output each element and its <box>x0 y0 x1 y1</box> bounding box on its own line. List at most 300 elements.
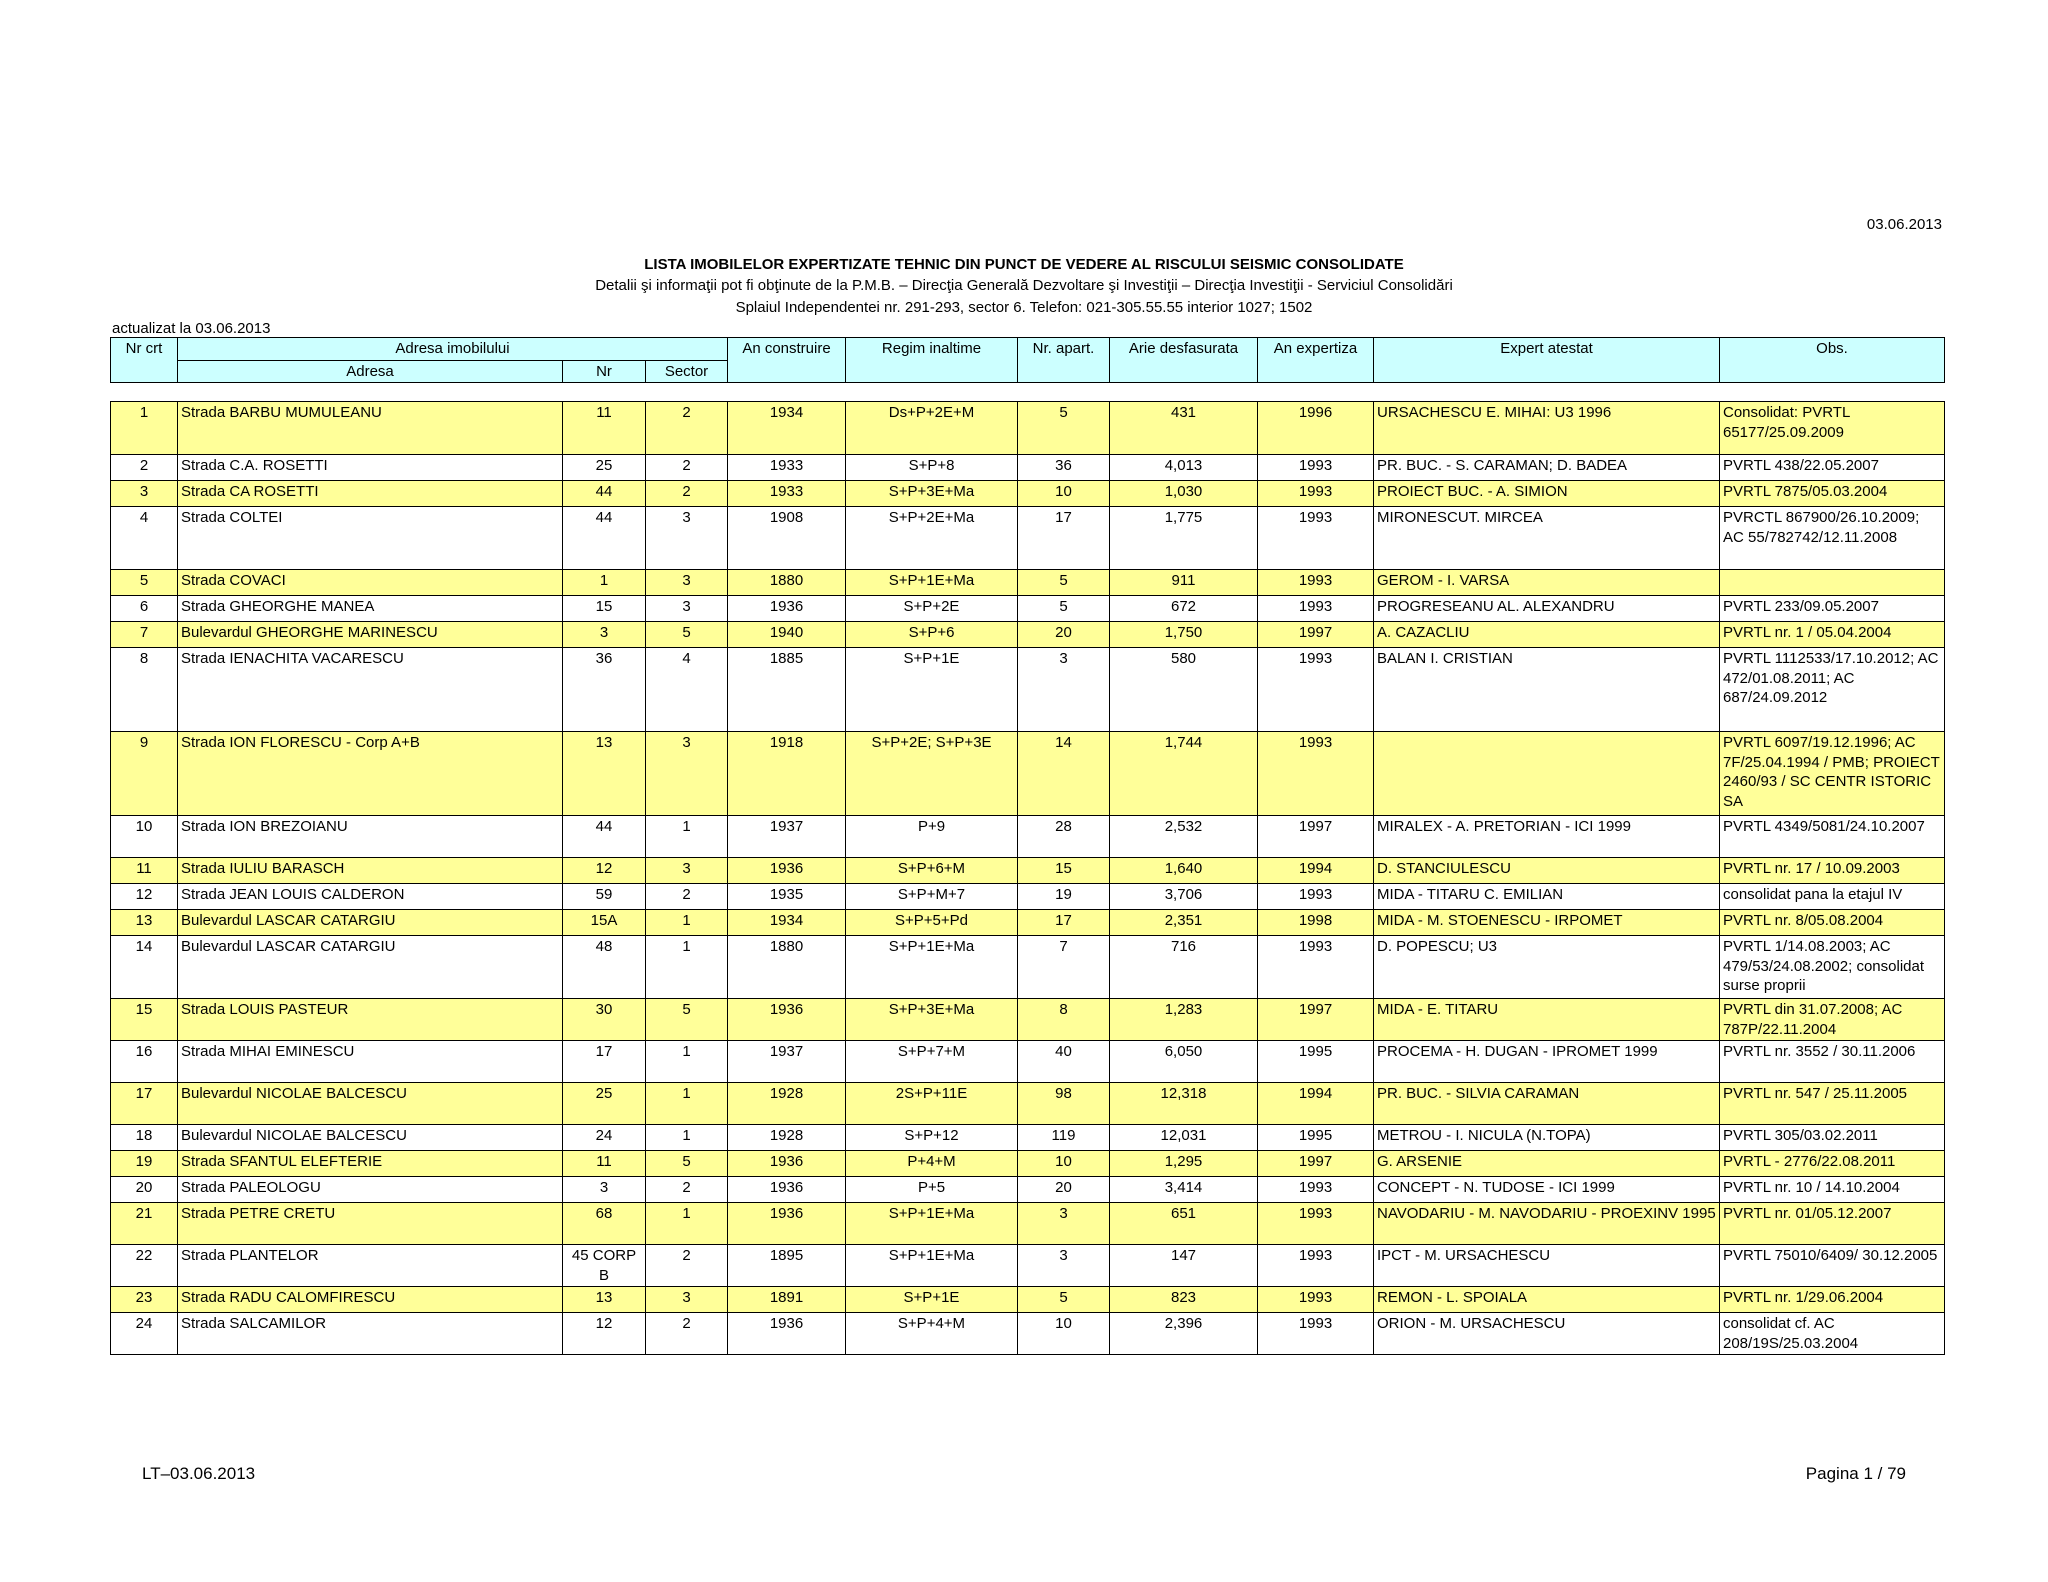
row-adresa: Bulevardul NICOLAE BALCESCU <box>178 1083 563 1125</box>
row-nr-apart: 7 <box>1018 936 1110 999</box>
row-expert: MIDA - TITARU C. EMILIAN <box>1374 884 1720 910</box>
row-adresa: Strada IENACHITA VACARESCU <box>178 648 563 732</box>
row-an-construire: 1933 <box>728 455 846 481</box>
row-arie: 651 <box>1110 1203 1258 1245</box>
row-obs: PVRTL 7875/05.03.2004 <box>1720 481 1945 507</box>
row-nr-apart: 10 <box>1018 1313 1110 1355</box>
row-sector: 1 <box>646 1083 728 1125</box>
row-adresa: Strada PETRE CRETU <box>178 1203 563 1245</box>
row-obs: PVRTL 305/03.02.2011 <box>1720 1125 1945 1151</box>
row-nr-crt: 7 <box>111 622 178 648</box>
row-nr: 1 <box>563 570 646 596</box>
row-adresa: Bulevardul LASCAR CATARGIU <box>178 936 563 999</box>
table-row <box>111 648 1945 732</box>
row-an-expertiza: 1993 <box>1258 481 1374 507</box>
row-obs: PVRTL nr. 547 / 25.11.2005 <box>1720 1083 1945 1125</box>
row-nr: 44 <box>563 507 646 570</box>
row-arie: 1,295 <box>1110 1151 1258 1177</box>
table-row <box>111 910 1945 936</box>
row-nr-apart: 10 <box>1018 1151 1110 1177</box>
table-row <box>111 1151 1945 1177</box>
row-expert: A. CAZACLIU <box>1374 622 1720 648</box>
row-arie: 12,318 <box>1110 1083 1258 1125</box>
row-nr-crt: 17 <box>111 1083 178 1125</box>
row-sector: 1 <box>646 1125 728 1151</box>
row-obs: PVRTL nr. 10 / 14.10.2004 <box>1720 1177 1945 1203</box>
row-sector: 5 <box>646 1151 728 1177</box>
row-an-construire: 1928 <box>728 1083 846 1125</box>
row-sector: 3 <box>646 858 728 884</box>
row-obs: PVRTL nr. 1 / 05.04.2004 <box>1720 622 1945 648</box>
row-nr-crt: 5 <box>111 570 178 596</box>
row-an-expertiza: 1993 <box>1258 596 1374 622</box>
row-regim-inaltime: 2S+P+11E <box>846 1083 1018 1125</box>
row-regim-inaltime: P+5 <box>846 1177 1018 1203</box>
row-an-expertiza: 1993 <box>1258 884 1374 910</box>
row-regim-inaltime: S+P+4+M <box>846 1313 1018 1355</box>
row-obs: PVRTL nr. 1/29.06.2004 <box>1720 1287 1945 1313</box>
header-regim-inaltime: Regim inaltime <box>846 338 1018 383</box>
row-an-expertiza: 1993 <box>1258 936 1374 999</box>
row-nr: 25 <box>563 1083 646 1125</box>
row-obs: PVRTL nr. 01/05.12.2007 <box>1720 1203 1945 1245</box>
row-obs: PVRCTL 867900/26.10.2009; AC 55/782742/12.11.2008 <box>1720 507 1945 570</box>
row-an-expertiza: 1993 <box>1258 1177 1374 1203</box>
table-row <box>111 481 1945 507</box>
row-arie: 2,351 <box>1110 910 1258 936</box>
row-an-construire: 1918 <box>728 732 846 816</box>
row-an-construire: 1891 <box>728 1287 846 1313</box>
row-nr: 59 <box>563 884 646 910</box>
table-row <box>111 455 1945 481</box>
row-an-expertiza: 1993 <box>1258 648 1374 732</box>
table-row <box>111 1287 1945 1313</box>
row-adresa: Bulevardul LASCAR CATARGIU <box>178 910 563 936</box>
row-expert: MIRALEX - A. PRETORIAN - ICI 1999 <box>1374 816 1720 858</box>
row-nr-crt: 13 <box>111 910 178 936</box>
row-nr-apart: 28 <box>1018 816 1110 858</box>
row-nr: 17 <box>563 1041 646 1083</box>
row-an-construire: 1936 <box>728 858 846 884</box>
table-row <box>111 402 1945 455</box>
row-an-construire: 1936 <box>728 999 846 1041</box>
row-nr: 13 <box>563 1287 646 1313</box>
row-regim-inaltime: S+P+1E <box>846 648 1018 732</box>
row-sector: 3 <box>646 732 728 816</box>
table-row <box>111 622 1945 648</box>
row-nr-crt: 20 <box>111 1177 178 1203</box>
row-nr: 68 <box>563 1203 646 1245</box>
row-nr-apart: 40 <box>1018 1041 1110 1083</box>
table-row <box>111 1083 1945 1125</box>
row-nr-apart: 3 <box>1018 1203 1110 1245</box>
table-row <box>111 1041 1945 1083</box>
row-obs: Consolidat: PVRTL 65177/25.09.2009 <box>1720 402 1945 455</box>
row-adresa: Strada COVACI <box>178 570 563 596</box>
row-expert: IPCT - M. URSACHESCU <box>1374 1245 1720 1287</box>
row-an-construire: 1934 <box>728 910 846 936</box>
row-nr: 11 <box>563 1151 646 1177</box>
row-nr: 3 <box>563 1177 646 1203</box>
row-sector: 1 <box>646 1041 728 1083</box>
row-arie: 12,031 <box>1110 1125 1258 1151</box>
row-regim-inaltime: S+P+1E+Ma <box>846 1245 1018 1287</box>
row-nr-crt: 24 <box>111 1313 178 1355</box>
row-nr-crt: 14 <box>111 936 178 999</box>
row-regim-inaltime: S+P+3E+Ma <box>846 481 1018 507</box>
row-expert: PROIECT BUC. - A. SIMION <box>1374 481 1720 507</box>
row-arie: 147 <box>1110 1245 1258 1287</box>
row-expert: MIDA - E. TITARU <box>1374 999 1720 1041</box>
row-nr-apart: 119 <box>1018 1125 1110 1151</box>
row-expert: CONCEPT - N. TUDOSE - ICI 1999 <box>1374 1177 1720 1203</box>
row-an-construire: 1936 <box>728 1177 846 1203</box>
row-nr: 13 <box>563 732 646 816</box>
table-header <box>110 337 1945 383</box>
table-row <box>111 507 1945 570</box>
row-nr-crt: 18 <box>111 1125 178 1151</box>
row-an-construire: 1880 <box>728 570 846 596</box>
document-date: 03.06.2013 <box>1866 216 1942 233</box>
header-sector: Sector <box>646 360 728 383</box>
row-adresa: Strada LOUIS PASTEUR <box>178 999 563 1041</box>
row-an-construire: 1936 <box>728 1203 846 1245</box>
row-regim-inaltime: S+P+1E <box>846 1287 1018 1313</box>
row-regim-inaltime: S+P+12 <box>846 1125 1018 1151</box>
row-expert: ORION - M. URSACHESCU <box>1374 1313 1720 1355</box>
row-an-construire: 1940 <box>728 622 846 648</box>
page-number: Pagina 1 / 79 <box>1805 1464 1906 1483</box>
row-an-expertiza: 1993 <box>1258 455 1374 481</box>
row-expert: URSACHESCU E. MIHAI: U3 1996 <box>1374 402 1720 455</box>
table-row <box>111 570 1945 596</box>
row-an-construire: 1936 <box>728 1151 846 1177</box>
row-adresa: Bulevardul NICOLAE BALCESCU <box>178 1125 563 1151</box>
row-an-expertiza: 1994 <box>1258 858 1374 884</box>
row-regim-inaltime: S+P+7+M <box>846 1041 1018 1083</box>
row-an-construire: 1895 <box>728 1245 846 1287</box>
row-expert: D. STANCIULESCU <box>1374 858 1720 884</box>
footer-code: LT–03.06.2013 <box>142 1464 256 1483</box>
row-expert: GEROM - I. VARSA <box>1374 570 1720 596</box>
row-expert: MIRONESCUT. MIRCEA <box>1374 507 1720 570</box>
row-an-expertiza: 1997 <box>1258 999 1374 1041</box>
row-nr-crt: 4 <box>111 507 178 570</box>
row-sector: 2 <box>646 1313 728 1355</box>
row-nr-crt: 11 <box>111 858 178 884</box>
row-regim-inaltime: S+P+6 <box>846 622 1018 648</box>
row-nr-apart: 3 <box>1018 1245 1110 1287</box>
row-an-construire: 1880 <box>728 936 846 999</box>
row-an-construire: 1937 <box>728 1041 846 1083</box>
row-expert: D. POPESCU; U3 <box>1374 936 1720 999</box>
row-regim-inaltime: P+4+M <box>846 1151 1018 1177</box>
row-arie: 6,050 <box>1110 1041 1258 1083</box>
row-nr: 12 <box>563 1313 646 1355</box>
row-nr-apart: 3 <box>1018 648 1110 732</box>
row-nr-apart: 17 <box>1018 910 1110 936</box>
row-nr: 24 <box>563 1125 646 1151</box>
row-nr-crt: 12 <box>111 884 178 910</box>
row-nr: 44 <box>563 481 646 507</box>
row-nr-apart: 5 <box>1018 570 1110 596</box>
row-sector: 5 <box>646 622 728 648</box>
row-regim-inaltime: S+P+1E+Ma <box>846 1203 1018 1245</box>
row-expert: G. ARSENIE <box>1374 1151 1720 1177</box>
row-an-construire: 1936 <box>728 1313 846 1355</box>
table-row <box>111 884 1945 910</box>
row-expert: PROCEMA - H. DUGAN - IPROMET 1999 <box>1374 1041 1720 1083</box>
row-sector: 2 <box>646 1177 728 1203</box>
row-an-expertiza: 1998 <box>1258 910 1374 936</box>
row-arie: 431 <box>1110 402 1258 455</box>
row-arie: 2,396 <box>1110 1313 1258 1355</box>
row-an-construire: 1885 <box>728 648 846 732</box>
row-nr: 44 <box>563 816 646 858</box>
row-nr-apart: 10 <box>1018 481 1110 507</box>
row-obs: consolidat cf. AC 208/19S/25.03.2004 <box>1720 1313 1945 1355</box>
row-obs: PVRTL 1112533/17.10.2012; AC 472/01.08.2011; AC 687/24.09.2012 <box>1720 648 1945 732</box>
row-regim-inaltime: Ds+P+2E+M <box>846 402 1018 455</box>
row-obs: consolidat pana la etajul IV <box>1720 884 1945 910</box>
row-arie: 4,013 <box>1110 455 1258 481</box>
row-nr: 15 <box>563 596 646 622</box>
row-expert: PR. BUC. - SILVIA CARAMAN <box>1374 1083 1720 1125</box>
header-adresa-imobilului: Adresa imobilului <box>178 338 728 361</box>
row-adresa: Strada C.A. ROSETTI <box>178 455 563 481</box>
row-an-expertiza: 1993 <box>1258 1313 1374 1355</box>
table-row <box>111 999 1945 1041</box>
table-row <box>111 816 1945 858</box>
row-nr-crt: 6 <box>111 596 178 622</box>
row-adresa: Strada SFANTUL ELEFTERIE <box>178 1151 563 1177</box>
row-expert: METROU - I. NICULA (N.TOPA) <box>1374 1125 1720 1151</box>
row-obs: PVRTL 233/09.05.2007 <box>1720 596 1945 622</box>
row-nr-apart: 15 <box>1018 858 1110 884</box>
row-an-expertiza: 1994 <box>1258 1083 1374 1125</box>
row-sector: 1 <box>646 936 728 999</box>
row-nr: 45 CORP B <box>563 1245 646 1287</box>
row-adresa: Strada GHEORGHE MANEA <box>178 596 563 622</box>
row-regim-inaltime: S+P+2E; S+P+3E <box>846 732 1018 816</box>
row-nr-crt: 8 <box>111 648 178 732</box>
table-row <box>111 1125 1945 1151</box>
row-nr-crt: 1 <box>111 402 178 455</box>
row-arie: 580 <box>1110 648 1258 732</box>
row-adresa: Bulevardul GHEORGHE MARINESCU <box>178 622 563 648</box>
row-an-construire: 1928 <box>728 1125 846 1151</box>
row-nr-apart: 20 <box>1018 622 1110 648</box>
row-an-construire: 1935 <box>728 884 846 910</box>
row-nr: 36 <box>563 648 646 732</box>
row-an-construire: 1934 <box>728 402 846 455</box>
row-obs: PVRTL 438/22.05.2007 <box>1720 455 1945 481</box>
row-obs: PVRTL nr. 8/05.08.2004 <box>1720 910 1945 936</box>
row-an-expertiza: 1993 <box>1258 507 1374 570</box>
row-obs: PVRTL - 2776/22.08.2011 <box>1720 1151 1945 1177</box>
row-nr-crt: 16 <box>111 1041 178 1083</box>
header-nr: Nr <box>563 360 646 383</box>
row-arie: 3,706 <box>1110 884 1258 910</box>
row-nr: 11 <box>563 402 646 455</box>
row-nr-apart: 5 <box>1018 596 1110 622</box>
row-nr: 12 <box>563 858 646 884</box>
row-sector: 1 <box>646 1203 728 1245</box>
header-expert-atestat: Expert atestat <box>1374 338 1720 383</box>
row-arie: 1,640 <box>1110 858 1258 884</box>
document-subtitle-address: Splaiul Independentei nr. 291-293, sector 6. Telefon: 021-305.55.55 interior 1027; 1502 <box>735 299 1313 316</box>
row-regim-inaltime: S+P+M+7 <box>846 884 1018 910</box>
row-an-expertiza: 1996 <box>1258 402 1374 455</box>
row-sector: 2 <box>646 884 728 910</box>
header-adresa: Adresa <box>178 360 563 383</box>
row-sector: 3 <box>646 1287 728 1313</box>
document-title: LISTA IMOBILELOR EXPERTIZATE TEHNIC DIN PUNCT DE VEDERE AL RISCULUI SEISMIC CONSOLIDATE <box>644 256 1404 273</box>
header-nr-crt: Nr crt <box>111 338 178 383</box>
row-regim-inaltime: S+P+3E+Ma <box>846 999 1018 1041</box>
row-sector: 2 <box>646 455 728 481</box>
row-adresa: Strada MIHAI EMINESCU <box>178 1041 563 1083</box>
row-nr-apart: 14 <box>1018 732 1110 816</box>
row-nr-crt: 23 <box>111 1287 178 1313</box>
row-nr-crt: 15 <box>111 999 178 1041</box>
row-arie: 3,414 <box>1110 1177 1258 1203</box>
row-nr: 15A <box>563 910 646 936</box>
row-an-construire: 1937 <box>728 816 846 858</box>
row-nr-crt: 10 <box>111 816 178 858</box>
row-sector: 2 <box>646 402 728 455</box>
row-nr-apart: 8 <box>1018 999 1110 1041</box>
row-regim-inaltime: S+P+6+M <box>846 858 1018 884</box>
data-table <box>110 401 1945 1355</box>
table-row <box>111 1203 1945 1245</box>
row-expert: PROGRESEANU AL. ALEXANDRU <box>1374 596 1720 622</box>
row-arie: 672 <box>1110 596 1258 622</box>
row-expert: REMON - L. SPOIALA <box>1374 1287 1720 1313</box>
row-adresa: Strada JEAN LOUIS CALDERON <box>178 884 563 910</box>
row-sector: 4 <box>646 648 728 732</box>
row-arie: 716 <box>1110 936 1258 999</box>
row-obs <box>1720 570 1945 596</box>
row-sector: 3 <box>646 570 728 596</box>
row-obs: PVRTL 1/14.08.2003; AC 479/53/24.08.2002; consolidat surse proprii <box>1720 936 1945 999</box>
row-nr-crt: 22 <box>111 1245 178 1287</box>
row-nr-apart: 5 <box>1018 402 1110 455</box>
row-obs: PVRTL nr. 17 / 10.09.2003 <box>1720 858 1945 884</box>
row-sector: 3 <box>646 507 728 570</box>
row-an-construire: 1936 <box>728 596 846 622</box>
row-adresa: Strada PLANTELOR <box>178 1245 563 1287</box>
row-regim-inaltime: S+P+2E+Ma <box>846 507 1018 570</box>
row-regim-inaltime: S+P+1E+Ma <box>846 936 1018 999</box>
row-an-expertiza: 1997 <box>1258 1151 1374 1177</box>
row-adresa: Strada COLTEI <box>178 507 563 570</box>
table-row <box>111 1245 1945 1287</box>
row-sector: 2 <box>646 481 728 507</box>
row-nr-apart: 5 <box>1018 1287 1110 1313</box>
row-regim-inaltime: S+P+5+Pd <box>846 910 1018 936</box>
row-sector: 5 <box>646 999 728 1041</box>
row-regim-inaltime: P+9 <box>846 816 1018 858</box>
row-nr-apart: 17 <box>1018 507 1110 570</box>
row-nr-crt: 2 <box>111 455 178 481</box>
header-arie-desfasurata: Arie desfasurata <box>1110 338 1258 383</box>
row-obs: PVRTL nr. 3552 / 30.11.2006 <box>1720 1041 1945 1083</box>
header-an-construire: An construire <box>728 338 846 383</box>
row-adresa: Strada IULIU BARASCH <box>178 858 563 884</box>
table-row <box>111 596 1945 622</box>
row-an-expertiza: 1997 <box>1258 816 1374 858</box>
document-subtitle-contact: Detalii şi informaţii pot fi obţinute de la P.M.B. – Direcţia Generală Dezvoltare şi Investiţii – Direcţia Investiţii - Serviciul Consolidări <box>595 277 1453 294</box>
row-regim-inaltime: S+P+1E+Ma <box>846 570 1018 596</box>
row-expert <box>1374 732 1720 816</box>
row-nr: 30 <box>563 999 646 1041</box>
row-nr-apart: 98 <box>1018 1083 1110 1125</box>
row-expert: BALAN I. CRISTIAN <box>1374 648 1720 732</box>
row-nr: 25 <box>563 455 646 481</box>
header-an-expertiza: An expertiza <box>1258 338 1374 383</box>
row-nr-crt: 21 <box>111 1203 178 1245</box>
row-nr-crt: 19 <box>111 1151 178 1177</box>
row-arie: 911 <box>1110 570 1258 596</box>
row-an-expertiza: 1993 <box>1258 1287 1374 1313</box>
row-nr: 3 <box>563 622 646 648</box>
row-adresa: Strada SALCAMILOR <box>178 1313 563 1355</box>
row-sector: 1 <box>646 910 728 936</box>
row-obs: PVRTL din 31.07.2008; AC 787P/22.11.2004 <box>1720 999 1945 1041</box>
row-sector: 3 <box>646 596 728 622</box>
updated-note: actualizat la 03.06.2013 <box>112 320 271 337</box>
row-an-expertiza: 1993 <box>1258 732 1374 816</box>
row-an-expertiza: 1997 <box>1258 622 1374 648</box>
row-adresa: Strada CA ROSETTI <box>178 481 563 507</box>
row-nr: 48 <box>563 936 646 999</box>
row-arie: 1,750 <box>1110 622 1258 648</box>
row-an-construire: 1908 <box>728 507 846 570</box>
row-an-expertiza: 1993 <box>1258 1245 1374 1287</box>
table-row <box>111 858 1945 884</box>
row-obs: PVRTL 6097/19.12.1996; AC 7F/25.04.1994 / PMB; PROIECT 2460/93 / SC CENTR ISTORIC SA <box>1720 732 1945 816</box>
row-obs: PVRTL 75010/6409/ 30.12.2005 <box>1720 1245 1945 1287</box>
table-row <box>111 732 1945 816</box>
row-an-expertiza: 1995 <box>1258 1125 1374 1151</box>
table-row <box>111 936 1945 999</box>
row-expert: PR. BUC. - S. CARAMAN; D. BADEA <box>1374 455 1720 481</box>
row-expert: NAVODARIU - M. NAVODARIU - PROEXINV 1995 <box>1374 1203 1720 1245</box>
row-arie: 1,775 <box>1110 507 1258 570</box>
row-regim-inaltime: S+P+8 <box>846 455 1018 481</box>
row-an-construire: 1933 <box>728 481 846 507</box>
row-adresa: Strada ION BREZOIANU <box>178 816 563 858</box>
row-nr-apart: 20 <box>1018 1177 1110 1203</box>
row-an-expertiza: 1993 <box>1258 570 1374 596</box>
row-arie: 1,283 <box>1110 999 1258 1041</box>
row-expert: MIDA - M. STOENESCU - IRPOMET <box>1374 910 1720 936</box>
row-nr-apart: 36 <box>1018 455 1110 481</box>
row-obs: PVRTL 4349/5081/24.10.2007 <box>1720 816 1945 858</box>
row-sector: 2 <box>646 1245 728 1287</box>
row-an-expertiza: 1995 <box>1258 1041 1374 1083</box>
row-regim-inaltime: S+P+2E <box>846 596 1018 622</box>
row-adresa: Strada PALEOLOGU <box>178 1177 563 1203</box>
row-arie: 823 <box>1110 1287 1258 1313</box>
row-arie: 1,030 <box>1110 481 1258 507</box>
header-nr-apart: Nr. apart. <box>1018 338 1110 383</box>
header-obs: Obs. <box>1720 338 1945 383</box>
row-sector: 1 <box>646 816 728 858</box>
row-adresa: Strada ION FLORESCU - Corp A+B <box>178 732 563 816</box>
row-nr-apart: 19 <box>1018 884 1110 910</box>
